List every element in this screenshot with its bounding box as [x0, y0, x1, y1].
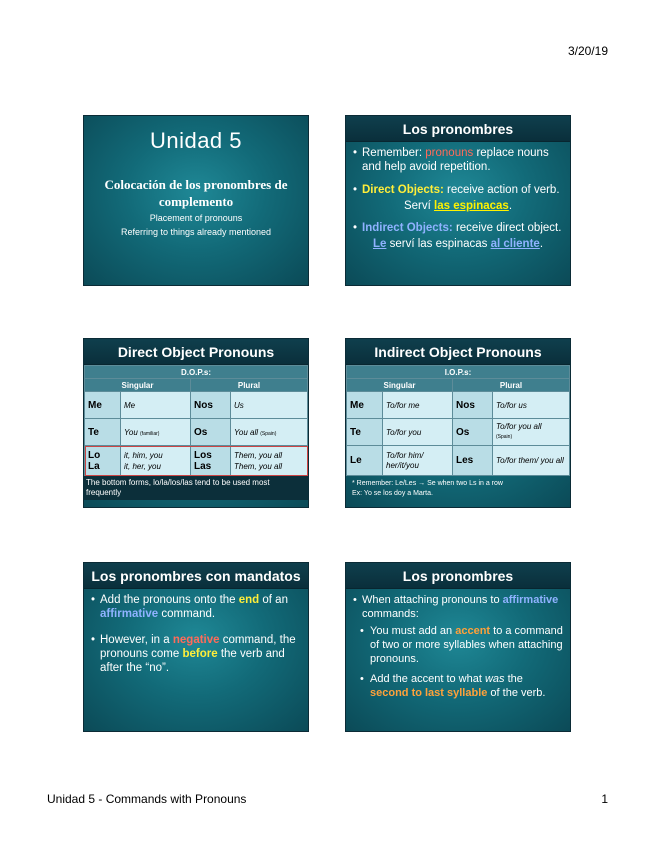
iop-col-plural: Plural — [453, 379, 570, 392]
table-row: Lo La it, him, you it, her, you Los Las Them, you all Them, you all — [85, 446, 308, 476]
slide-1-thumbnail[interactable] — [83, 115, 309, 286]
table-row: Te To/for you Os To/for you all (Spain) — [347, 419, 570, 446]
iop-col-singular: Singular — [347, 379, 453, 392]
dop-table — [84, 365, 308, 476]
slide-6-subbullet-1: • You must add an accent to a command of two or more syllables when attaching pronouns. — [352, 624, 564, 666]
slide-1-line1: Placement of pronouns — [149, 213, 243, 223]
slide-1-title: Unidad 5 — [149, 128, 243, 153]
iop-table — [346, 365, 570, 476]
iop-table-title: I.O.P.s: — [347, 366, 570, 379]
slide-3-note: The bottom forms, lo/la/los/las tend to be used most frequently — [84, 476, 308, 500]
slide-6-subbullet-2: • Add the accent to what was the second to last syllable of the verb. — [352, 672, 564, 700]
slide-2-bullet-1: • Remember: pronouns replace nouns and help avoid repetition. — [352, 146, 564, 174]
slide-3-thumbnail[interactable] — [83, 338, 309, 508]
slide-2-bullet-3: • Indirect Objects: receive direct object. — [352, 221, 564, 235]
slide-2-example-2: Le serví las espinacas al cliente. — [372, 238, 544, 250]
page-number: 1 — [601, 792, 608, 806]
slide-2-thumbnail[interactable] — [345, 115, 571, 286]
slide-1-subtitle: Colocación de los pronombres de complemento — [104, 177, 288, 209]
dop-col-singular: Singular — [85, 379, 191, 392]
dop-col-plural: Plural — [191, 379, 308, 392]
table-row: Le To/for him/ her/it/you Les To/for them/ you all — [347, 446, 570, 476]
slide-4-note: * Remember: Le/Les → Se when two Ls in a row Ex: Yo se los doy a Marta. — [352, 480, 503, 497]
slide-2-example-1: Serví las espinacas. — [403, 200, 513, 212]
slide-5-thumbnail[interactable] — [83, 562, 309, 732]
dop-table-title: D.O.P.s: — [85, 366, 308, 379]
table-row: Me To/for me Nos To/for us — [347, 392, 570, 419]
slide-6-thumbnail[interactable] — [345, 562, 571, 732]
footer-title: Unidad 5 - Commands with Pronouns — [47, 792, 247, 806]
slide-3-title: Direct Object Pronouns — [84, 339, 308, 365]
table-row: Te You (familiar) Os You all (Spain) — [85, 419, 308, 446]
slide-2-title: Los pronombres — [346, 116, 570, 142]
slide-1-line2: Referring to things already mentioned — [120, 227, 272, 237]
slide-6-bullet-1: • When attaching pronouns to affirmative commands: — [352, 593, 564, 621]
table-row: Me Me Nos Us — [85, 392, 308, 419]
slide-5-bullet-2: • However, in a negative command, the pronouns come before the verb and after the “no”. — [90, 633, 302, 675]
slide-4-title: Indirect Object Pronouns — [346, 339, 570, 365]
slide-4-thumbnail[interactable] — [345, 338, 571, 508]
slide-2-bullet-2: • Direct Objects: receive action of verb. — [352, 183, 564, 197]
date-label: 3/20/19 — [567, 44, 608, 58]
slide-5-title: Los pronombres con mandatos — [84, 563, 308, 589]
slide-6-title: Los pronombres — [346, 563, 570, 589]
slide-5-bullet-1: • Add the pronouns onto the end of an affirmative command. — [90, 593, 302, 621]
